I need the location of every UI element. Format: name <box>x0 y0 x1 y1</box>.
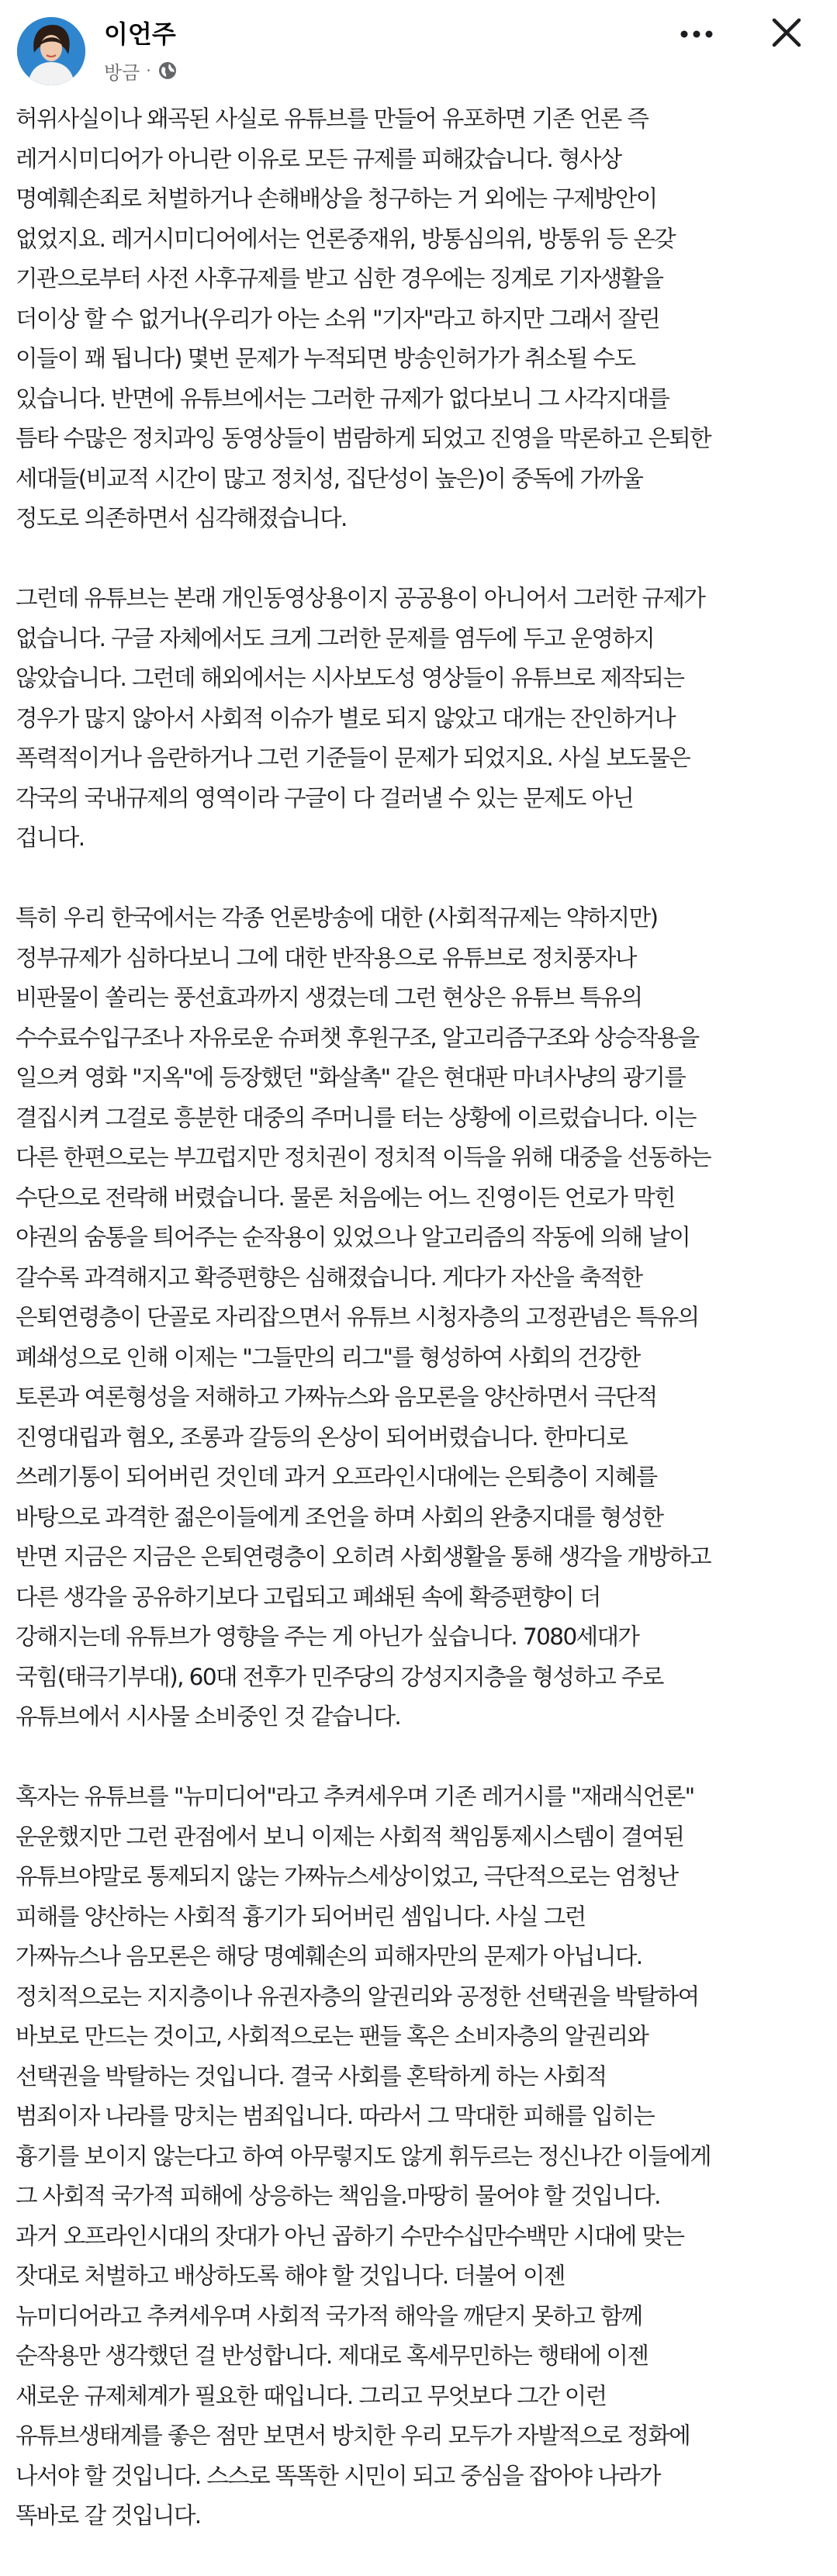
post-header <box>0 0 837 109</box>
post-paragraph: 혹자는 유튜브를 "뉴미디어"라고 추켜세우며 기존 레거시를 "재래식언론" 운운했지만 그런 관점에서 보니 이제는 사회적 책임통제시스템이 결여된 유튜브야말로 통제되지 않는 가짜뉴스세상이었고, 극단적으로는 엄청난 피해를 양산하는 사회적 흉기가 되어버린 셈입니다. 사실 그런 가짜뉴스나 음모론은 해당 명예훼손의 피해자만의 문제가 아닙니다. 정치적으로는 지지층이나 유권자층의 알권리와 공정한 선택권을 박탈하여 바보로 만드는 것이고, 사회적으로는 팬들 혹은 소비자층의 알권리와 선택권을 박탈하는 것입니다. 결국 사회를 혼탁하게 하는 사회적 범죄이자 나라를 망치는 범죄입니다. 따라서 그 막대한 피해를 입히는 흉기를 보이지 않는다고 하여 아무렇지도 않게 휘두르는 정신나간 이들에게 그 사회적 국가적 피해에 상응하는 책임을.마땅히 물어야 할 것입니다. 과거 오프라인시대의 잣대가 아닌 곱하기 수만수십만수백만 시대에 맞는 잣대로 처벌하고 배상하도록 해야 할 것입니다. 더불어 이젠 뉴미디어라고 추켜세우며 사회적 국가적 해악을 깨닫지 못하고 함께 순작용만 생각했던 걸 반성합니다. 제대로 혹세무민하는 행태에 이젠 새로운 규제체계가 필요한 때입니다. 그리고 무엇보다 그간 이런 유튜브생태계를 좋은 점만 보면서 방치한 우리 모두가 자발적으로 정화에 나서야 할 것입니다. 스스로 똑똑한 시민이 되고 중심을 잡아야 나라가 똑바로 갈 것입니다. <box>16 1783 711 2529</box>
post-timestamp[interactable]: 방금 <box>104 61 140 84</box>
post-meta <box>104 57 178 84</box>
meta-separator: · <box>146 61 151 80</box>
author-name[interactable]: 이언주 <box>104 19 176 49</box>
more-dots-icon[interactable] <box>672 17 721 51</box>
post-paragraph: 그런데 유튜브는 본래 개인동영상용이지 공공용이 아니어서 그러한 규제가 없습니다. 구글 자체에서도 크게 그러한 문제를 염두에 두고 운영하지 않았습니다. 그런데 해외에서는 시사보도성 영상들이 유튜브로 제작되는 경우가 많지 않아서 사회적 이슈가 별로 되지 않았고 대개는 잔인하거나 폭력적이거나 음란하거나 그런 기준들이 문제가 되었지요. 사실 보도물은 각국의 국내규제의 영역이라 구글이 다 걸러낼 수 있는 문제도 아닌 겁니다. <box>16 585 705 851</box>
post-paragraph: 특히 우리 한국에서는 각종 언론방송에 대한 (사회적규제는 약하지만) 정부규제가 심하다보니 그에 대한 반작용으로 유튜브로 정치풍자나 비판물이 쏠리는 풍선효과까지 생겼는데 그런 현상은 유튜브 특유의 수수료수입구조나 자유로운 슈퍼챗 후원구조, 알고리즘구조와 상승작용을 일으켜 영화 "지옥"에 등장했던 "화살촉" 같은 현대판 마녀사냥의 광기를 결집시켜 그걸로 흥분한 대중의 주머니를 터는 상황에 이르렀습니다. 이는 다른 한편으로는 부끄럽지만 정치권이 정치적 이득을 위해 대중을 선동하는 수단으로 전락해 버렸습니다. 물론 처음에는 어느 진영이든 언로가 막힌 야권의 숨통을 틔어주는 순작용이 있었으나 알고리즘의 작동에 의해 날이 갈수록 과격해지고 확증편향은 심해졌습니다. 게다가 자산을 축적한 은퇴연령층이 단골로 자리잡으면서 유튜브 시청자층의 고정관념은 특유의 폐쇄성으로 인해 이제는 "그들만의 리그"를 형성하여 사회의 건강한 토론과 여론형성을 저해하고 가짜뉴스와 음모론을 양산하면서 극단적 진영대립과 혐오, 조롱과 갈등의 온상이 되어버렸습니다. 한마디로 쓰레기통이 되어버린 것인데 과거 오프라인시대에는 은퇴층이 지혜를 바탕으로 과격한 젊은이들에게 조언을 하며 사회의 완충지대를 형성한 반면 지금은 지금은 은퇴연령층이 오히려 사회생활을 통해 생각을 개방하고 다른 생각을 공유하기보다 고립되고 폐쇄된 속에 확증편향이 더 강해지는데 유튜브가 영향을 주는 게 아닌가 싶습니다. 7080세대가 국힘(태극기부대), 60대 전후가 민주당의 강성지지층을 형성하고 주로 유튜브에서 시사물 소비중인 것 같습니다. <box>16 904 711 1730</box>
close-icon[interactable] <box>763 12 810 56</box>
profile-photo-icon <box>17 17 85 85</box>
post-paragraph: 허위사실이나 왜곡된 사실로 유튜브를 만들어 유포하면 기존 언론 즉 레거시미디어가 아니란 이유로 모든 규제를 피해갔습니다. 형사상 명예훼손죄로 처벌하거나 손해배상을 청구하는 거 외에는 구제방안이 없었지요. 레거시미디어에서는 언론중재위, 방통심의위, 방통위 등 온갖 기관으로부터 사전 사후규제를 받고 심한 경우에는 징계로 기자생활을 더이상 할 수 없거나(우리가 아는 소위 "기자"라고 하지만 그래서 잘린 이들이 꽤 됩니다) 몇번 문제가 누적되면 방송인허가가 취소될 수도 있습니다. 반면에 유튜브에서는 그러한 규제가 없다보니 그 사각지대를 틈타 수많은 정치과잉 동영상들이 범람하게 되었고 진영을 막론하고 은퇴한 세대들(비교적 시간이 많고 정치성, 집단성이 높은)이 중독에 가까울 정도로 의존하면서 심각해졌습니다. <box>16 105 711 531</box>
post-body <box>16 99 822 2576</box>
globe-icon[interactable] <box>157 61 178 81</box>
avatar[interactable] <box>17 17 85 85</box>
